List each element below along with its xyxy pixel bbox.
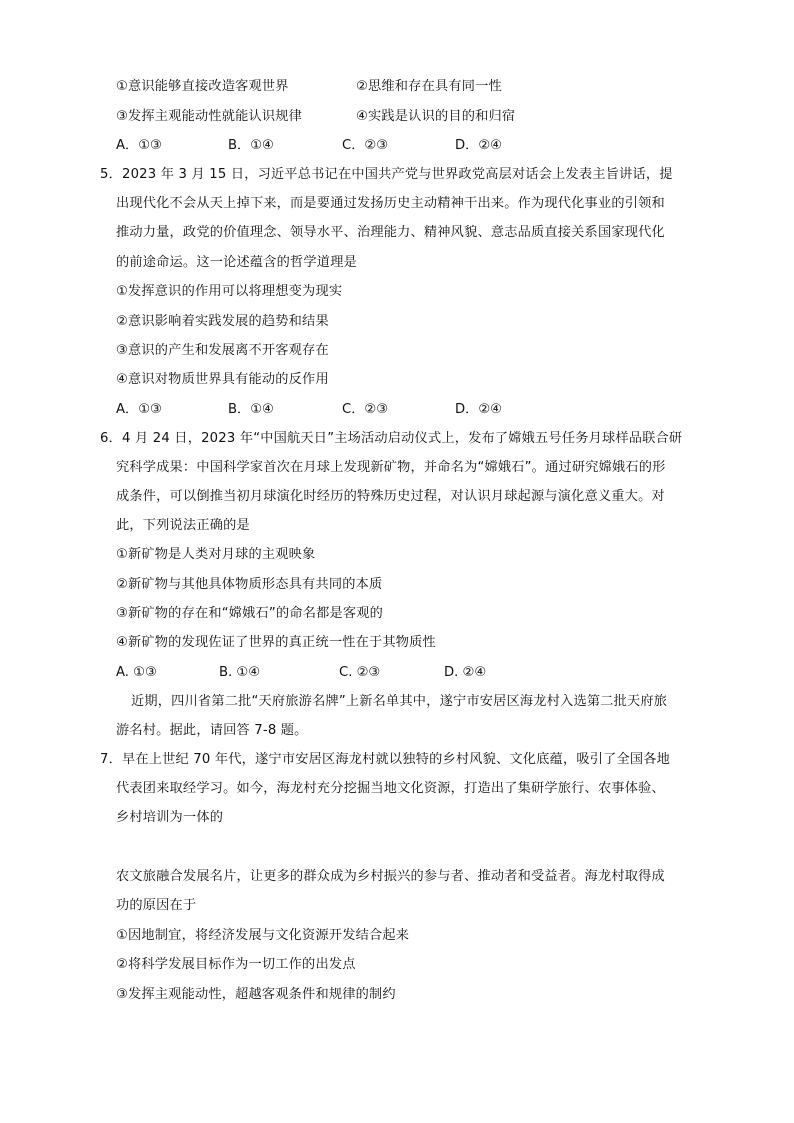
q4-option-d: D．②④ (455, 138, 502, 153)
q5-statement-3: ③意识的产生和发展离不开客观存在 (116, 343, 329, 358)
q5-statement-2: ②意识影响着实践发展的趋势和结果 (116, 314, 329, 329)
q6-statement-1: ①新矿物是人类对月球的主观映象 (116, 547, 316, 562)
q6-stem-line-4: 此，下列说法正确的是 (116, 518, 250, 533)
q6-statement-4: ④新矿物的发现佐证了世界的真正统一性在于其物质性 (116, 635, 436, 650)
q5-option-c: C．②③ (342, 402, 389, 417)
q6-stem-line-2: 究科学成果：中国科学家首次在月球上发现新矿物，并命名为“嫦娥石”。通过研究嫦娥石的形 (116, 460, 666, 475)
q5-stem-line-4: 的前途命运。这一论述蕴含的哲学道理是 (116, 255, 357, 270)
q7-stem-line-1: 7．早在上世纪 70 年代，遂宁市安居区海龙村就以独特的乡村风貌、文化底蕴，吸引了全国各地 (100, 752, 671, 767)
q5-option-d: D．②④ (455, 402, 502, 417)
q7-statement-1: ①因地制宜，将经济发展与文化资源开发结合起来 (116, 928, 410, 943)
q4-option-a: A．①③ (116, 138, 162, 153)
q5-stem-line-1: 5．2023 年 3 月 15 日，习近平总书记在中国共产党与世界政党高层对话会上发表主旨讲话，提 (100, 167, 673, 182)
q6-option-b: B. ①④ (219, 665, 261, 680)
q5-option-a: A．①③ (116, 402, 162, 417)
q4-option-b: B．①④ (228, 138, 274, 153)
q4-statement-4: ④实践是认识的目的和归宿 (356, 109, 516, 124)
q4-statement-1: ①意识能够直接改造客观世界 (116, 79, 289, 94)
q5-stem-line-3: 推动力量，政党的价值理念、领导水平、治理能力、精神风貌、意志品质直接关系国家现代化 (116, 225, 665, 240)
q5-statement-4: ④意识对物质世界具有能动的反作用 (116, 372, 329, 387)
q7-stem-line-5: 功的原因在于 (116, 898, 197, 913)
q7-statement-3: ③发挥主观能动性，超越客观条件和规律的制约 (116, 987, 396, 1002)
q7-stem-line-2: 代表团来取经学习。如今，海龙村充分挖掘当地文化资源，打造出了集研学旅行、农事体验、 (116, 781, 665, 796)
q6-option-a: A. ①③ (116, 665, 157, 680)
q5-option-b: B．①④ (228, 402, 274, 417)
q6-stem-line-1: 6．4 月 24 日，2023 年“中国航天日”主场活动启动仪式上，发布了嫦娥五号任务月球样品联合研 (100, 431, 683, 446)
q6-stem-line-3: 成条件，可以倒推当初月球演化时经历的特殊历史过程，对认识月球起源与演化意义重大。对 (116, 489, 665, 504)
q6-option-d: D. ②④ (444, 665, 487, 680)
intro-line-1: 近期，四川省第二批“天府旅游名牌”上新名单其中，遂宁市安居区海龙村入选第二批天府旅 (131, 694, 668, 709)
q6-statement-2: ②新矿物与其他具体物质形态具有共同的本质 (116, 577, 383, 592)
q7-statement-2: ②将科学发展目标作为一切工作的出发点 (116, 957, 356, 972)
q5-stem-line-2: 出现代化不会从天上掉下来，而是要通过发扬历史主动精神干出来。作为现代化事业的引领和 (116, 196, 665, 211)
q4-option-c: C．②③ (342, 138, 389, 153)
q7-stem-line-4: 农文旅融合发展名片，让更多的群众成为乡村振兴的参与者、推动者和受益者。海龙村取得成 (116, 869, 665, 884)
q5-statement-1: ①发挥意识的作用可以将理想变为现实 (116, 284, 343, 299)
q6-statement-3: ③新矿物的存在和“嫦娥石”的命名都是客观的 (116, 606, 384, 621)
q4-statement-2: ②思维和存在具有同一性 (356, 79, 502, 94)
q4-statement-3: ③发挥主观能动性就能认识规律 (116, 109, 303, 124)
q7-stem-line-3: 乡村培训为一体的 (116, 810, 224, 825)
intro-line-2: 游名村。据此，请回答 7-8 题。 (116, 723, 308, 738)
q6-option-c: C. ②③ (339, 665, 381, 680)
